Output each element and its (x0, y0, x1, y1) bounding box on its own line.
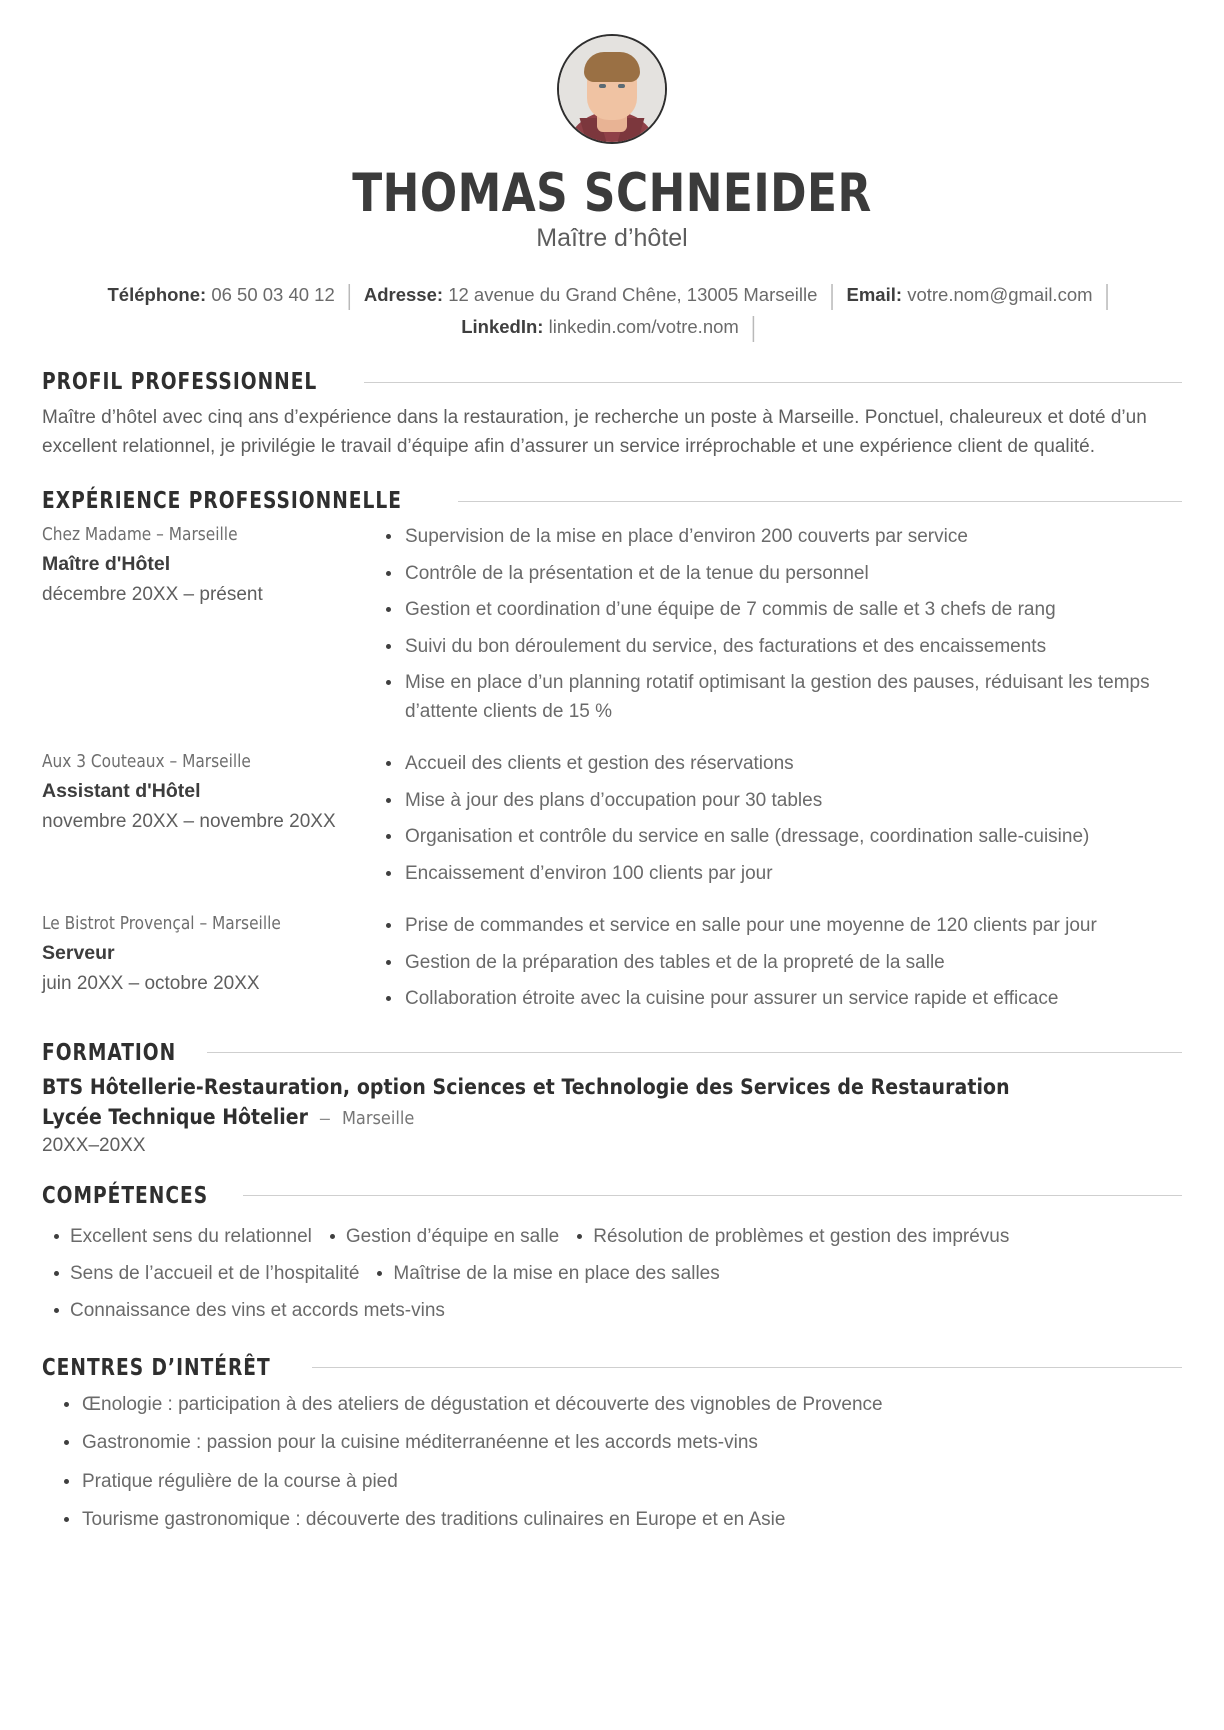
experience-role: Assistant d'Hôtel (42, 780, 201, 803)
contact-separator: | (1104, 278, 1110, 310)
experience-meta (42, 523, 378, 606)
list-item: Excellent sens du relationnel (42, 1218, 318, 1255)
experience-company: Chez Madame – Marseille (42, 524, 238, 546)
contact-email[interactable] (847, 284, 1093, 305)
section-title: COMPÉTENCES (42, 1182, 209, 1209)
education-school: Lycée Technique Hôtelier (42, 1104, 308, 1129)
experience-role: Maître d'Hôtel (42, 553, 171, 576)
page-title: THOMAS SCHNEIDER (352, 163, 872, 224)
education-city: Marseille (341, 1107, 415, 1129)
contact-separator: | (346, 278, 352, 310)
list-item: Œnologie : participation à des ateliers de dégustation et découverte des vignobles de Provence (42, 1390, 1182, 1419)
header-job-title: Maître d’hôtel (536, 223, 688, 252)
list-item: Connaissance des vins et accords mets-vins (42, 1292, 451, 1329)
section-title: PROFIL PROFESSIONNEL (42, 369, 318, 396)
contact-phone-value: 06 50 03 40 12 (211, 283, 335, 305)
section-skills (42, 1183, 1182, 1329)
avatar (557, 34, 667, 144)
education-years: 20XX–20XX (42, 1134, 146, 1156)
section-title: EXPÉRIENCE PROFESSIONNELLE (42, 488, 402, 515)
experience-dates: novembre 20XX – novembre 20XX (42, 811, 336, 833)
contact-email-value[interactable]: votre.nom@gmail.com (907, 283, 1093, 305)
section-experience (42, 488, 1182, 1014)
list-item: Organisation et contrôle du service en salle (dressage, coordination salle-cuisine) (378, 823, 1182, 852)
education-degree: BTS Hôtellerie-Restauration, option Sciences et Technologie des Services de Restauration (42, 1074, 1010, 1099)
education-dash: – (319, 1107, 330, 1128)
list-item: Contrôle de la présentation et de la tenue du personnel (378, 560, 1182, 589)
list-item: Accueil des clients et gestion des réservations (378, 750, 1182, 779)
section-title: CENTRES D’INTÉRÊT (42, 1354, 271, 1381)
experience-meta (42, 750, 378, 833)
experience-details (378, 912, 1182, 1014)
list-item: Pratique régulière de la course à pied (42, 1467, 1182, 1496)
contact-phone (108, 284, 335, 305)
avatar-eye-left (599, 84, 606, 88)
list-item: Mise à jour des plans d’occupation pour 30 tables (378, 787, 1182, 816)
experience-bullet-list (378, 750, 1182, 888)
experience-bullet-list (378, 912, 1182, 1014)
list-item: Gestion d’équipe en salle (318, 1218, 565, 1255)
experience-entry (42, 523, 1182, 726)
list-item: Gastronomie : passion pour la cuisine méditerranéenne et les accords mets-vins (42, 1428, 1182, 1457)
section-heading-skills (42, 1183, 1182, 1209)
list-item: Suivi du bon déroulement du service, des facturations et des encaissements (378, 633, 1182, 662)
resume-header (42, 34, 1182, 253)
section-rule (458, 501, 1182, 502)
experience-details (378, 523, 1182, 726)
experience-bullet-list (378, 523, 1182, 726)
section-rule (207, 1052, 1182, 1053)
section-heading-education (42, 1040, 1182, 1066)
contact-separator: | (829, 278, 835, 310)
list-item: Gestion de la préparation des tables et de la propreté de la salle (378, 949, 1182, 978)
list-item: Mise en place d’un planning rotatif optimisant la gestion des pauses, réduisant les temps d’attente clients de 15 % (378, 669, 1182, 726)
section-rule (364, 382, 1182, 383)
contact-email-label: Email: (846, 283, 903, 305)
contact-info (42, 279, 1182, 344)
education-school-line (42, 1105, 1182, 1129)
list-item: Prise de commandes et service en salle pour une moyenne de 120 clients par jour (378, 912, 1182, 941)
list-item: Tourisme gastronomique : découverte des traditions culinaires en Europe et en Asie (42, 1505, 1182, 1534)
avatar-hair (584, 52, 640, 82)
list-item: Sens de l’accueil et de l’hospitalité (42, 1255, 365, 1292)
list-item: Supervision de la mise en place d’environ 200 couverts par service (378, 523, 1182, 552)
contact-separator: | (750, 310, 756, 342)
skills-list (42, 1218, 1082, 1329)
contact-linkedin-value[interactable]: linkedin.com/votre.nom (548, 316, 739, 338)
contact-phone-label: Téléphone: (107, 283, 207, 305)
section-interests (42, 1355, 1182, 1535)
experience-dates: juin 20XX – octobre 20XX (42, 973, 260, 995)
experience-entry (42, 750, 1182, 888)
profile-summary: Maître d’hôtel avec cinq ans d’expérience dans la restauration, je recherche un poste à Marseille. Ponctuel, chaleureux et doté d’un excellent relationnel, je privilégie le travail d’équipe afin d’assurer un service irréprochable et une expérience client de qualité. (42, 407, 1147, 458)
experience-entry (42, 912, 1182, 1014)
interests-list (42, 1390, 1182, 1535)
section-title: FORMATION (42, 1039, 177, 1066)
section-heading-interests (42, 1355, 1182, 1381)
contact-address (364, 284, 818, 305)
experience-details (378, 750, 1182, 888)
section-profile (42, 369, 1182, 462)
experience-meta (42, 912, 378, 995)
section-education (42, 1040, 1182, 1157)
list-item: Maîtrise de la mise en place des salles (365, 1255, 725, 1292)
avatar-eye-right (618, 84, 625, 88)
list-item: Gestion et coordination d’une équipe de 7 commis de salle et 3 chefs de rang (378, 596, 1182, 625)
list-item: Résolution de problèmes et gestion des imprévus (565, 1218, 1015, 1255)
contact-address-label: Adresse: (363, 283, 444, 305)
experience-company: Aux 3 Couteaux – Marseille (42, 751, 251, 773)
experience-role: Serveur (42, 942, 115, 965)
section-rule (312, 1367, 1182, 1368)
list-item: Encaissement d’environ 100 clients par jour (378, 860, 1182, 889)
section-heading-experience (42, 488, 1182, 514)
section-rule (243, 1195, 1182, 1196)
experience-dates: décembre 20XX – présent (42, 584, 263, 606)
contact-address-value: 12 avenue du Grand Chêne, 13005 Marseille (448, 283, 818, 305)
experience-company: Le Bistrot Provençal – Marseille (42, 913, 281, 935)
contact-linkedin-label: LinkedIn: (461, 316, 544, 338)
contact-linkedin[interactable] (461, 316, 739, 337)
section-heading-profile (42, 369, 1182, 395)
list-item: Collaboration étroite avec la cuisine pour assurer un service rapide et efficace (378, 985, 1182, 1014)
